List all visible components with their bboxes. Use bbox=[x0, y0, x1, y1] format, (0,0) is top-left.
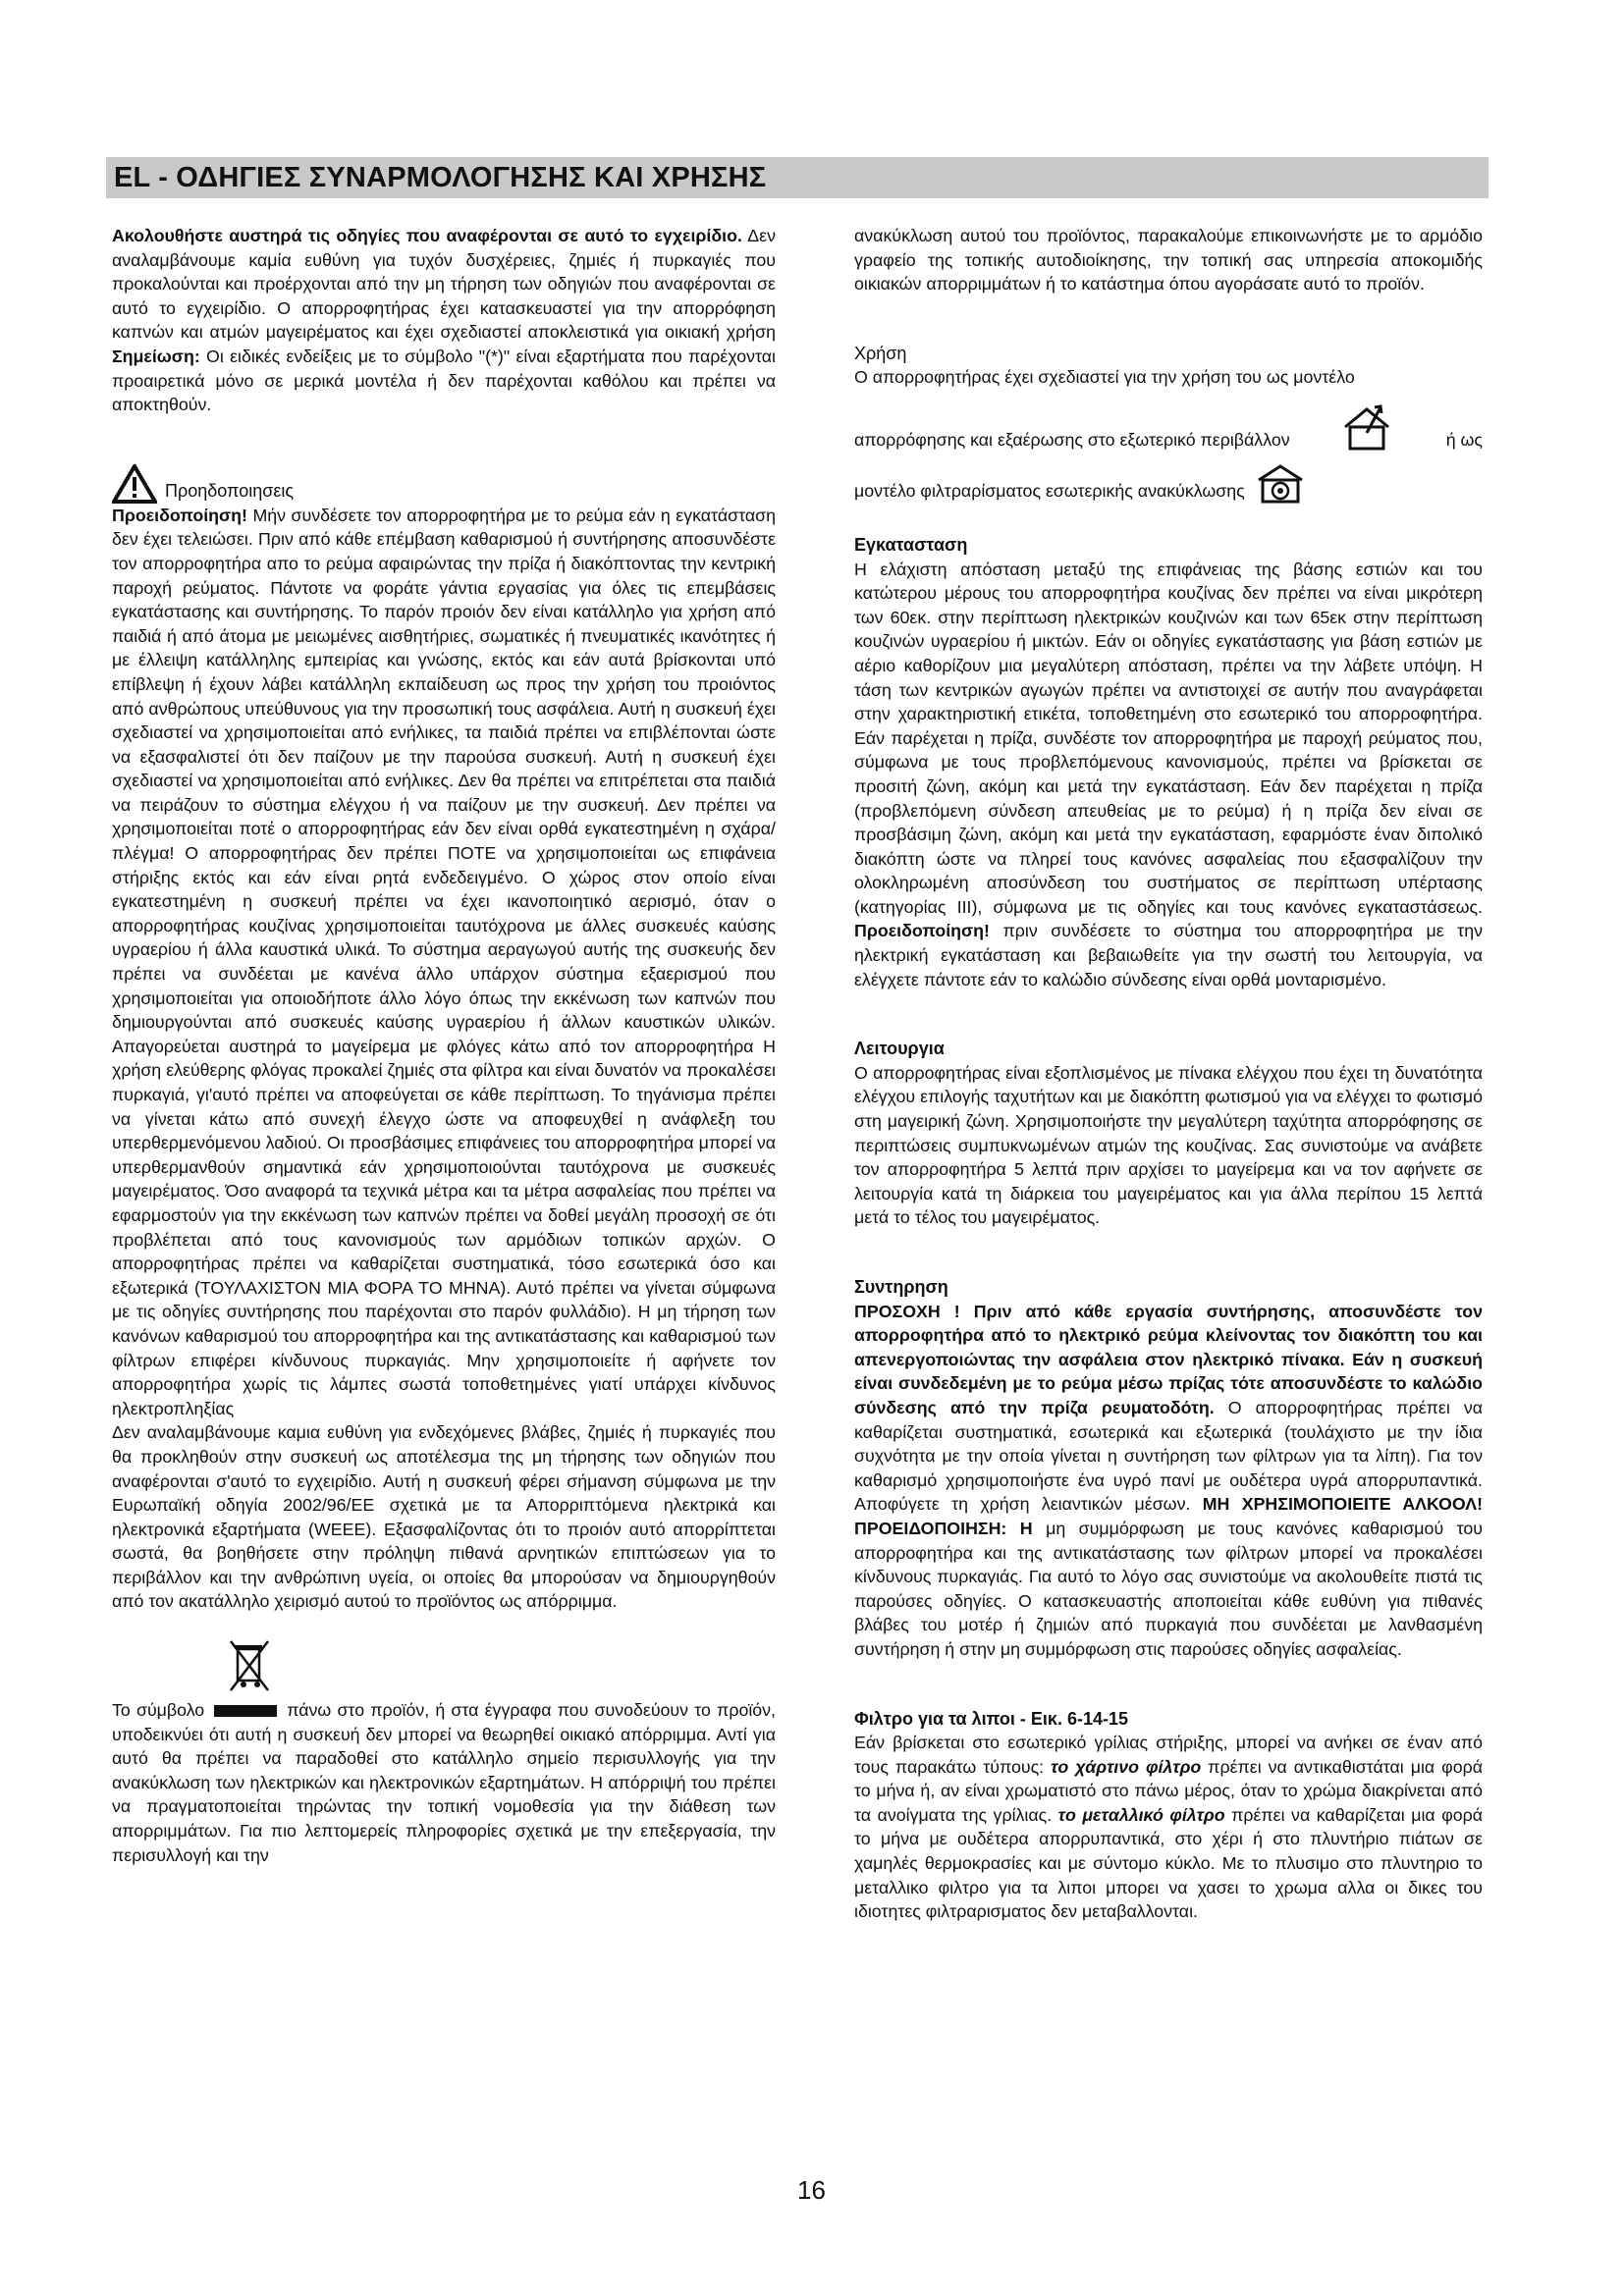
usage-line-2-text: απορρόφησης και εξαέρωσης στο εξωτερικό περιβάλλον bbox=[854, 430, 1290, 451]
maintenance-paragraph bbox=[854, 1300, 1483, 1662]
right-column bbox=[854, 224, 1483, 1924]
usage-line-1: Ο απορροφητήρας έχει σχεδιαστεί για την χρήση του ως μοντέλο bbox=[854, 367, 1355, 388]
note-text: Οι ειδικές ενδείξεις με το σύμβολο "(*)" είναι εξαρτήματα που παρέχονται προαιρετικά μόνο σε μερικά μοντέλα ή δεν παρέχονται καθόλου και πρέπει να αποκτηθούν. bbox=[112, 346, 776, 415]
symbol-post: πάνω στο προϊόν, ή στα έγγραφα που συνοδεύουν το προϊόν, υποδεικνύει ότι αυτή η συσκευή δεν μπορεί να θεωρηθεί οικιακό απόρριμμα. Αντί για αυτό θα πρέπει να παραδοθεί στο κατάλληλο σημείο περισυλλογής για την ανακύκλωση των ηλεκτρικών και ηλεκτρονικών εξαρτημάτων. Η απόρριψή του πρέπει να πραγματοποιείται τηρώντας την τοπική νομοθεσία για την διάθεση των απορριμμάτων. Για πιο λεπτομερείς πληροφορίες σχετικά με την επεξεργασία, την περισυλλογή και την bbox=[112, 1700, 776, 1865]
usage-line-3-text: μοντέλο φιλτραρίσματος εσωτερικής ανακύκλωσης bbox=[854, 481, 1245, 502]
warning-text: Μήν συνδέσετε τον απορροφητήρα με το ρεύμα εάν η εγκατάσταση δεν έχει τελειώσει. Πριν από κάθε επέμβαση καθαρισμού ή συντήρησης αποσυνδέστε τον απορροφητήρα απο το ρεύμα αφαιρώντας την πρίζα ή διακόπτοντας την κεντρική παροχή ρεύματος. Πάντοτε να φοράτε γάντια εργασίας για όλες τις επεμβάσεις εγκατάστασης και συντήρησης. Το παρόν προιόν δεν είναι κατάλληλο για χρήση από παιδιά ή από άτομα με μειωμένες αισθητήριες, σωματικές ή πνευματικές ικανότητες ή με έλλειψη κατάλληλης εμπειρίας και γνώσης, εκτός και εάν αυτά βρίσκονται υπό επίβλεψη ή έχουν λάβει κατάλληλη εκπαίδευση ως προς την χρήση του προιόντος από ανθρώπους υπεύθυνους για την προσωπική τους ασφάλεια. Αυτή η συσκευή έχει σχεδιαστεί να χρησιμοποιείται από ενήλικες, τα παιδιά πρέπει να επιβλέπονται ώστε να εξασφαλιστεί ότι δεν παίζουν με την παρούσα συσκευή. Αυτή η συσκευή έχει σχεδιαστεί να χρησιμοποιείται από ενήλικες. Δεν θα πρέπει να επιτρέπεται στα παιδιά να πειράζουν το σύστημα ελέγχου ή να παίζουν με την συσκευή. Δεν πρέπει να χρησιμοποιείται ποτέ ο απορροφητήρας εάν δεν είναι ορθά εγκατεστημένη η σχάρα/πλέγμα! Ο απορροφητήρας δεν πρέπει ΠΟΤΕ να χρησιμοποιείται ως επιφάνεια στήριξης εκτός και εάν είναι ρητά ενδεδειγμένο. Ο χώρος στον οποίο είναι εγκατεστημένη η συσκευή πρέπει να έχει ικανοποιητικό αερισμό, όταν ο απορροφητήρας κουζίνας χρησιμοποιείται ταυτόχρονα με άλλες συσκευές καύσης υγραερίου ή άλλα καυστικά υλικά. Το σύστημα αεραγωγού αυτής της συσκευής δεν πρέπει να συνδέεται με κανένα άλλο υπάρχον σύστημα εξαερισμού που χρησιμοποιείται για οποιοδήποτε άλλο λόγο όπως την εκκένωση των καπνών που δημιουργούνται από συσκευές καύσης υγραερίου ή άλλων καυστικών υλικών. Απαγορεύεται αυστηρά το μαγείρεμα με φλόγες κάτω από τον απορροφητήρα Η χρήση ελεύθερης φλόγας προκαλεί ζημιές στα φίλτρα και είναι δυνατόν να προκαλέσει πυρκαγιά, γι'αυτό πρέπει να αποφεύγεται σε κάθε περίπτωση. Το τηγάνισμα πρέπει να γίνεται κάτω από συνεχή έλεγχο ώστε να αποφευχθεί η ανάφλεξη του υπερθερμενόμενου λαδιού. Οι προσβάσιμες επιφάνειες του απορροφητήρα μπορεί να υπερθερμανθούν σημαντικά εάν χρησιμοποιούνται ταυτόχρονα με συσκευές μαγειρέματος. Όσο αναφορά τα τεχνικά μέτρα και τα μέτρα ασφαλείας που πρέπει να εφαρμοστούν για την εκκένωση των καπνών πρέπει να δοθεί μεγάλη προσοχή σε ότι προβλέπεται από τους κανονισμούς των αρμόδιων τοπικών αρχών. Ο απορροφητήρας πρέπει να καθαρίζεται συστηματικά, τόσο εσωτερικά όσο και εξωτερικά (ΤΟΥΛΑΧΙΣΤΟΝ ΜΙΑ ΦΟΡΑ ΤΟ ΜΗΝΑ). Αυτό πρέπει να γίνεται σύμφωνα με τις οδηγίες συντήρησης που παρέχονται στο παρόν φυλλάδιο). Η μη τήρηση των κανόνων καθαρισμού του απορροφητήρα και της αντικατάστασης και καθαρισμού των φίλτρων επιφέρει κίνδυνους πυρκαγιάς. Μην χρησιμοποιείτε ή αφήνετε τον απορροφητήρα χωρίς τις λάμπες σωστά τοποθετημένες γιατί υπάρχει κίνδυνος ηλεκτροπληξίας bbox=[112, 505, 776, 1418]
warning-bold: Προειδοποίηση! bbox=[112, 505, 247, 525]
intro-paragraph bbox=[112, 224, 776, 417]
black-bar-icon bbox=[214, 1705, 277, 1717]
maintenance-bold-2: ΜΗ ΧΡΗΣΙΜΟΠΟΙΕΙΤΕ ΑΛΚΟΟΛ! ΠΡΟΕΙΔΟΠΟΙΗΣΗ: Η bbox=[854, 1494, 1484, 1538]
operation-paragraph: Ο απορροφητήρας είναι εξοπλισμένος με πίνακα ελέγχου που έχει τη δυνατότητα ελέγχου επιλογής ταχυτήτων και με διακόπτη φωτισμού για να ελέγχει το φωτισμό στη μαγειρική ζώνη. Χρησιμοποιήστε την μεγαλύτερη ταχύτητα απορρόφησης σε περιπτώσεις συμπυκνωμένων ατμών της κουζίνας. Σας συνιστούμε να ανάβετε τον απορροφητήρα 5 λεπτά πριν αρχίσει το μαγείρεμα και να τον αφήνετε σε λειτουργία κατά τη διάρκεια του μαγειρέματος και για άλλα περίπου 15 λεπτά μετά το τέλος του μαγειρέματος. bbox=[854, 1062, 1483, 1228]
usage-title: Χρήση bbox=[854, 343, 907, 363]
installation-text: Η ελάχιστη απόσταση μεταξύ της επιφάνειας της βάσης εστιών και του κατώτερου μέρους του απορροφητήρα κουζίνας δεν πρέπει να είναι μικρότερη των 60εκ. στην περίπτωση ηλεκτρικών κουζινών και των 65εκ στην περίπτωση κουζινών υγραερίου ή μικτών. Εάν οι οδηγίες εγκατάστασης για βάση εστιών με αέριο καθορίζουν μια μεγαλύτερη απόσταση, πρέπει να την λάβετε υπόψη. Η τάση των κεντρικών αγωγών πρέπει να αντιστοιχεί σε αυτήν που αναγράφεται στην χαρακτηριστική ετικέτα, τοποθετημένη στο εσωτερικό του απορροφητήρα. Εάν παρέχεται η πρίζα, συνδέστε τον απορροφητήρα με παροχή ρεύματος που, σύμφωνα με τους προβλεπόμενους κανονισμούς, πρέπει να βρίσκεται σε προσιτή ζώνη, ακόμη και μετά την εγκατάσταση. Εάν δεν παρέχεται η πρίζα (προβλεπόμενη σύνδεση απευθείας με το ρεύμα) ή η πρίζα δεν είναι σε προσβάσιμη ζώνη, ακόμη και μετά την εγκατάσταση, εφαρμόστε έναν διπολικό διακόπτη ώστε να πληρεί τους κανόνες ασφαλείας που εξασφαλίζουν την ολοκληρωμένη αποσύνδεση του συστήματος σε περίπτωση υπέρτασης (κατηγορίας III), σύμφωνα με τις οδηγίες και τους κανόνες εγκαταστάσεως. bbox=[854, 559, 1483, 917]
installation-paragraph bbox=[854, 558, 1483, 992]
installation-section bbox=[854, 533, 1483, 991]
installation-text-2: πριν συνδέσετε το σύστημα του απορροφητήρα με την ηλεκτρική εγκατάσταση και βεβαιωθείτε για την σωστή του λειτουργία, να ελέγχετε πάντοτε εάν το καλώδιο σύνδεσης είναι ορθά μονταρισμένο. bbox=[854, 921, 1483, 989]
usage-line-2-end: ή ως bbox=[1445, 430, 1483, 451]
usage-line-3 bbox=[854, 462, 1483, 504]
warning-heading: Προηδοποιησεις bbox=[165, 480, 295, 501]
warning-triangle-icon bbox=[112, 464, 157, 504]
intro-text: Δεν αναλαμβάνουμε καμία ευθύνη για τυχόν δυσχέρειες, ζημιές ή πυρκαγιές που προκαλούνται και προέρχονται από την μη τήρηση των οδηγιών που αναφέρονται σε αυτό το εγχειρίδιο. Ο απορροφητήρας έχει κατασκευαστεί για την απορρόφηση καπνών και ατμών μαγειρέματος και έχει σχεδιαστεί αποκλειστικά για οικιακή χρήση bbox=[112, 226, 776, 343]
page-title: EL - ΟΔΗΓΙΕΣ ΣΥΝΑΡΜΟΛΟΓΗΣΗΣ ΚΑΙ ΧΡΗΣΗΣ bbox=[106, 157, 1489, 198]
maintenance-section bbox=[854, 1275, 1483, 1662]
filter-text-2: πρέπει να αντικαθιστάται μια φορά το μήνα ή, αν είναι χρωματιστό στο πάνω μέρος, όταν το χρώμα διακρίνεται από τα ανοίγματα της γρίλιας. bbox=[854, 1756, 1483, 1825]
filter-italic-1: το χάρτινο φίλτρο bbox=[1051, 1756, 1202, 1777]
warning-paragraph bbox=[112, 504, 776, 1421]
continuation-paragraph: ανακύκλωση αυτού του προϊόντος, παρακαλούμε επικοινωνήστε με το αρμόδιο γραφείο της τοπικής αυτοδιοίκησης, την τοπική σας υπηρεσία αποκομιδής οικιακών απορριμμάτων ή το κατάστημα όπου αγοράσατε αυτό το προϊόν. bbox=[854, 226, 1483, 294]
symbol-pre: Το σύμβολο bbox=[112, 1700, 205, 1721]
intro-bold: Ακολουθήστε αυστηρά τις οδηγίες που αναφέρονται σε αυτό το εγχειρίδιο. bbox=[112, 226, 742, 245]
usage-line-2 bbox=[854, 403, 1483, 453]
filter-text-3: πρέπει να καθαρίζεται μια φορά το μήνα με ουδέτερα απορρυπαντικά, στο χέρι ή στο πλυντήριο πιάτων σε χαμηλές θερμοκρασίες και με σύντομο κύκλο. Με το πλυσιμο στο πλυντηριο το μεταλλικο φιλτρο για τα λιποι μπορει να χασει το χρωμα αλλα οι δικες του ιδιοτητες φιλτραρισματος δεν μεταβαλλονται. bbox=[854, 1804, 1484, 1922]
filter-italic-2: το μεταλλικό φίλτρο bbox=[1057, 1804, 1225, 1825]
warning-header bbox=[112, 464, 776, 504]
note-bold: Σημείωση: bbox=[112, 346, 200, 366]
installation-title: Εγκατασταση bbox=[854, 534, 968, 555]
symbol-paragraph bbox=[112, 1698, 776, 1867]
filter-section bbox=[854, 1707, 1483, 1924]
weee-paragraph: Δεν αναλαμβάνουμε καμια ευθύνη για ενδεχόμενες βλάβες, ζημιές ή πυρκαγιές που θα προκληθούν στην συσκευή ως αποτέλεσμα της μη τήρησης των οδηγιών που αναφέρονται σ'αυτό το εγχειρίδιο. Αυτή η συσκευή φέρει σήμανση σύμφωνα με την Ευρωπαϊκή οδηγία 2002/96/ΕΕ σχετικά με τα Απορριπτόμενα ηλεκτρικά και ηλεκτρονικά εξαρτήματα (WEEE). Εξασφαλίζοντας ότι το προιόν αυτό απορρίπτεται σωστά, θα βοηθήσετε στην πρόληψη πιθανά αρνητικών επιπτώσεων για το περιβάλλον και την ανθρώπινη υγεία, οι οποίες θα μπορούσαν να δημιουργηθούν από τον ακατάλληλο χειρισμό αυτού το προϊόντος ως απόρριμμα. bbox=[112, 1422, 776, 1612]
page-number: 16 bbox=[797, 2175, 826, 2205]
left-column bbox=[112, 224, 776, 1867]
filter-paragraph bbox=[854, 1731, 1483, 1924]
installation-bold: Προειδοποίηση! bbox=[854, 921, 990, 941]
operation-section bbox=[854, 1037, 1483, 1230]
exhaust-house-icon bbox=[1337, 403, 1398, 453]
filter-text-1: Εάν βρίσκεται στο εσωτερικό γρίλιας στήριξης, μπορεί να ανήκει σε έναν από τους παρακάτω τύπους: bbox=[854, 1733, 1483, 1777]
maintenance-text-2: μη συμμόρφωση με τους κανόνες καθαρισμού του απορροφητήρα και της αντικατάστασης των φίλτρων μπορεί να προκαλέσει κίνδυνους πυρκαγιάς. Για αυτό το λόγο σας συνιστούμε να ακολουθείτε πιστά τις παρούσες οδηγίες. Ο κατασκευαστής αποποιείται κάθε ευθύνη για πιθανές βλάβες του μοτέρ ή ζημιών από πυρκαγιά που συνδέεται με λανθασμένη συντήρηση ή στην μη συμμόρφωση στις παρούσες οδηγίες ασφαλείας. bbox=[854, 1518, 1483, 1659]
maintenance-bold: ΠΡΟΣΟΧΗ ! Πριν από κάθε εργασία συντήρησης, αποσυνδέστε τον απορροφητήρα από το ηλεκτρικό ρεύμα κλείνοντας τον διακόπτη του και απενεργοποιώντας την ασφάλεια στον ηλεκτρικό πίνακα. Εάν η συσκευή είναι συνδεδεμένη με το ρεύμα μέσω πρίζας τότε αποσυνδέστε το καλώδιο σύνδεσης από την πρίζα ρευματοδότη. bbox=[854, 1301, 1483, 1417]
crossed-bin-icon bbox=[228, 1639, 271, 1694]
operation-title: Λειτουργια bbox=[854, 1039, 945, 1059]
usage-section bbox=[854, 342, 1483, 504]
maintenance-title: Συντηρηση bbox=[854, 1277, 948, 1297]
recirculation-house-icon bbox=[1255, 462, 1306, 504]
filter-title: Φιλτρο για τα λιποι - Εικ. 6-14-15 bbox=[854, 1708, 1128, 1729]
maintenance-text: Ο απορροφητήρας πρέπει να καθαρίζεται συστηματικά, εσωτερικά και εξωτερικά (τουλάχιστο με την ίδια συχνότητα με την οποία γίνεται η συντήρηση των φίλτρων για τα λίπη). Για τον καθαρισμό χρησιμοποιήστε ένα υγρό πανί με ουδέτερα υγρά απορρυπαντικά. Αποφύγετε τη χρήση λειαντικών μέσων. bbox=[854, 1397, 1483, 1515]
